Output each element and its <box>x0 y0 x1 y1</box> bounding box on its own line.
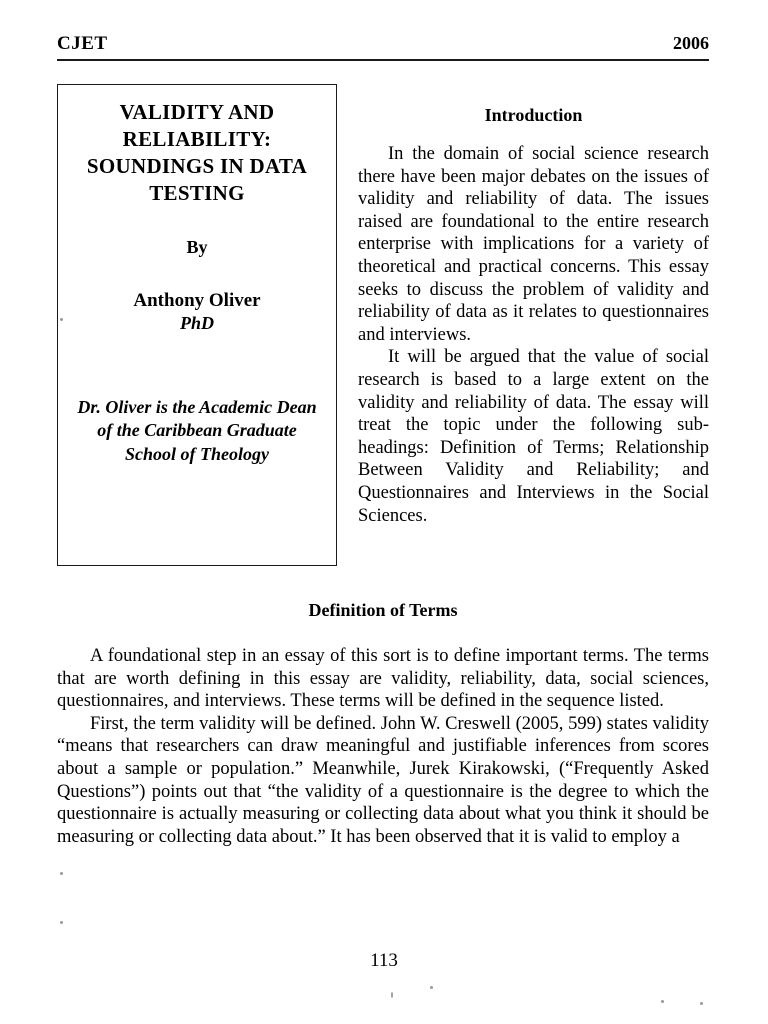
author-name: Anthony Oliver <box>133 289 261 311</box>
scan-speckle-icon <box>60 872 63 875</box>
title-box <box>57 84 337 566</box>
scan-speckle-icon <box>430 986 433 989</box>
page-title: VALIDITY AND RELIABILITY: SOUNDINGS IN DATA TESTING <box>86 100 308 205</box>
scan-speckle-icon <box>60 318 63 321</box>
definition-of-terms-body <box>57 645 709 848</box>
definition-paragraph-2: First, the term validity will be defined. John W. Creswell (2005, 599) states validity “means that researchers can draw meaningful and justifiable inferences from scores about a sample or population.” Meanwhile, Jurek Kirakowski, (“Frequently Asked Questions”) points out that “the validity of a questionnaire is the degree to which the questionnaire is actually measuring or collecting data about what you think it should be measuring or collecting data about.” It has been observed that it is valid to employ a <box>57 713 709 847</box>
author-degree: PhD <box>179 312 214 333</box>
definition-of-terms-heading: Definition of Terms <box>308 600 458 620</box>
running-head-year: 2006 <box>673 33 709 53</box>
author-bio: Dr. Oliver is the Academic Dean of the Caribbean Graduate School of Theology <box>77 396 317 465</box>
running-head-journal: CJET <box>57 33 108 54</box>
scan-speckle-icon <box>391 992 393 998</box>
page-number: 113 <box>370 950 398 971</box>
introduction-paragraph-1: In the domain of social science research there have been major debates on the issues of validity and reliability of data. The issues raised are foundational to the entire research enterprise with implications for a variety of theoretical and practical concerns. This essay seeks to discuss the problem of validity and reliability of data as it relates to questionnaires and interviews. <box>358 144 709 345</box>
introduction-paragraph-2: It will be argued that the value of social research is based to a large extent on the validity and reliability of data. The essay will treat the topic under the following sub-headings: Definition of Terms; Relationship Between Validity and Reliability; and Questionnaires and Interviews in the Social Sciences. <box>358 347 709 526</box>
definition-paragraph-1: A foundational step in an essay of this sort is to define important terms. The terms that are worth defining in this essay are validity, reliability, data, social sciences, questionnaires, and interviews. These terms will be defined in the sequence listed. <box>57 646 709 712</box>
scan-speckle-icon <box>60 921 63 924</box>
scan-speckle-icon <box>700 1002 703 1005</box>
running-head <box>57 33 709 61</box>
title-box-content <box>58 85 336 467</box>
scan-speckle-icon <box>661 1000 664 1003</box>
introduction-heading: Introduction <box>484 105 583 125</box>
introduction-column <box>358 105 709 527</box>
byline-label: By <box>186 236 208 257</box>
